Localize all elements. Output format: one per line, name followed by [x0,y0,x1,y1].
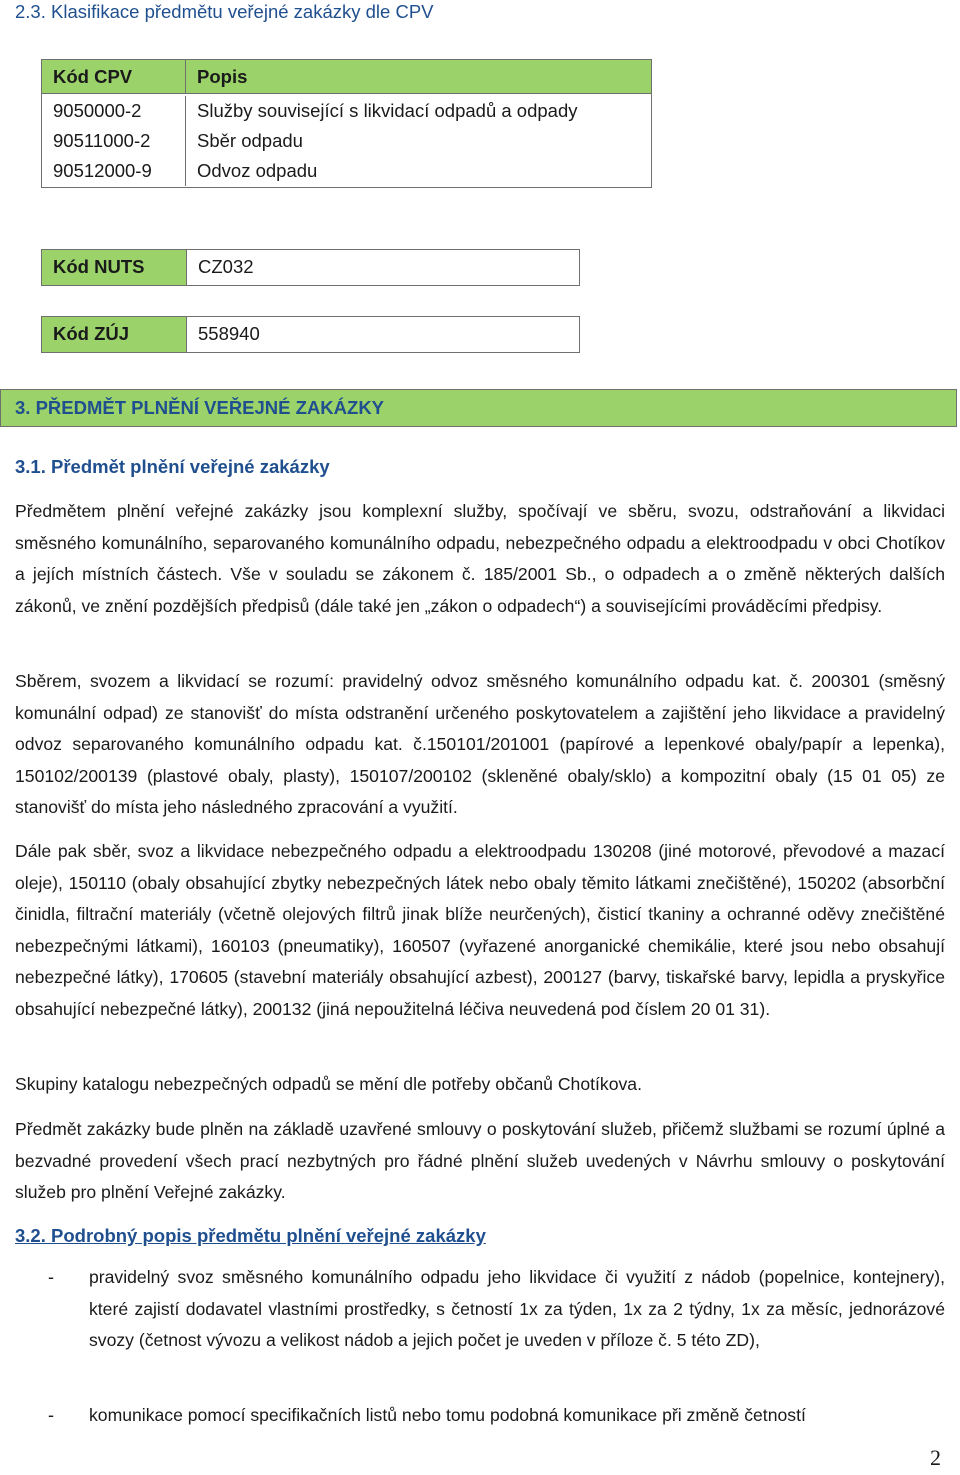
list-item: pravidelný svoz směsného komunálního odpadu jeho likvidace či využití z nádob (popelnice, kontejnery), které zajistí dodavatel vlastními prostředky, s četností 1x za týden, 1x za 2 týdny, 1x za měsíc, jednorázové svozy (četnost vývozu a velikost nádob a jejich počet je uveden v příloze č. 5 této ZD), [89,1267,945,1350]
zuj-code-box [41,316,580,353]
zuj-label: Kód ZÚJ [42,317,187,352]
cpv-table [41,59,652,188]
cpv-row [42,156,651,187]
cpv-description: Odvoz odpadu [197,160,318,181]
list-item: komunikace pomocí specifikačních listů nebo tomu podobná komunikace při změně četností [89,1405,806,1425]
list-bullet: - [48,1267,54,1287]
nuts-label: Kód NUTS [42,250,187,285]
cpv-table-header [42,60,651,94]
section-3-2-heading: 3.2. Podrobný popis předmětu plnění veřejné zakázky [15,1225,486,1246]
cpv-code: 90511000-2 [42,126,186,156]
cpv-code: 90512000-9 [42,156,186,186]
paragraph: Předmět zakázky bude plněn na základě uzavřené smlouvy o poskytování služeb, přičemž službami se rozumí úplné a bezvadné provedení všech prací nezbytných pro řádné plnění služeb uvedených v Návrhu smlouvy o poskytování služeb pro plnění Veřejné zakázky. [15,1119,945,1202]
paragraph: Předmětem plnění veřejné zakázky jsou komplexní služby, spočívají ve sběru, svozu, odstraňování a likvidaci směsného komunálního, separovaného komunálního odpadu, nebezpečného odpadu a elektroodpadu v obci Chotíkov a jejích místních částech. Vše v souladu se zákonem č. 185/2001 Sb., o odpadech a o změně některých dalších zákonů, ve znění pozdějších předpisů (dále také jen „zákon o odpadech“) a souvisejícími prováděcími předpisy. [15,501,945,616]
paragraph: Skupiny katalogu nebezpečných odpadů se mění dle potřeby občanů Chotíkova. [15,1074,642,1094]
zuj-value: 558940 [198,323,260,344]
paragraph: Sběrem, svozem a likvidací se rozumí: pravidelný odvoz směsného komunálního odpadu kat. č. 200301 (směsný komunální odpad) ze stanovišť do místa odstranění určeného poskytovatelem a zajištění jeho likvidace a pravidelný odvoz separovaného komunálního odpadu kat. č.150101/201001 (papírové a lepenkové obaly/papír a lepenka), 150102/200139 (plastové obaly, plasty), 150107/200102 (skleněné obaly/sklo) a kompozitní obaly (15 01 05) ze stanovišť do místa jeho následného zpracování a využití. [15,671,945,817]
cpv-row [42,94,651,126]
section-3-1-heading: 3.1. Předmět plnění veřejné zakázky [15,456,330,477]
cpv-code: 9050000-2 [42,96,186,126]
list-bullet: - [48,1405,54,1425]
page-number: 2 [930,1445,941,1470]
cpv-row [42,126,651,156]
section-3-heading: 3. PŘEDMĚT PLNĚNÍ VEŘEJNÉ ZAKÁZKY [15,397,385,418]
section-3-heading-bar [0,389,957,427]
cpv-header-description: Popis [197,66,248,87]
cpv-description: Sběr odpadu [197,130,303,151]
cpv-header-code: Kód CPV [42,60,186,93]
nuts-code-box [41,249,580,286]
nuts-value: CZ032 [198,256,254,277]
section-2-3-heading: 2.3. Klasifikace předmětu veřejné zakázky dle CPV [15,1,434,22]
cpv-description: Služby související s likvidací odpadů a odpady [197,100,578,121]
paragraph: Dále pak sběr, svoz a likvidace nebezpečného odpadu a elektroodpadu 130208 (jiné motorové, převodové a mazací oleje), 150110 (obaly obsahující zbytky nebezpečných látek nebo obaly těmito látkami znečištěné), 150202 (absorbční činidla, filtrační materiály (včetně olejových filtrů jinak blíže neurčených), čisticí tkaniny a ochranné oděvy znečištěné nebezpečnými látkami), 160103 (pneumatiky), 160507 (vyřazené anorganické chemikálie, které jsou nebo obsahují nebezpečné látky), 170605 (stavební materiály obsahující azbest), 200127 (barvy, tiskařské barvy, lepidla a pryskyřice obsahující nebezpečné látky), 200132 (jiná nepoužitelná léčiva neuvedená pod číslem 20 01 31). [15,841,945,1019]
